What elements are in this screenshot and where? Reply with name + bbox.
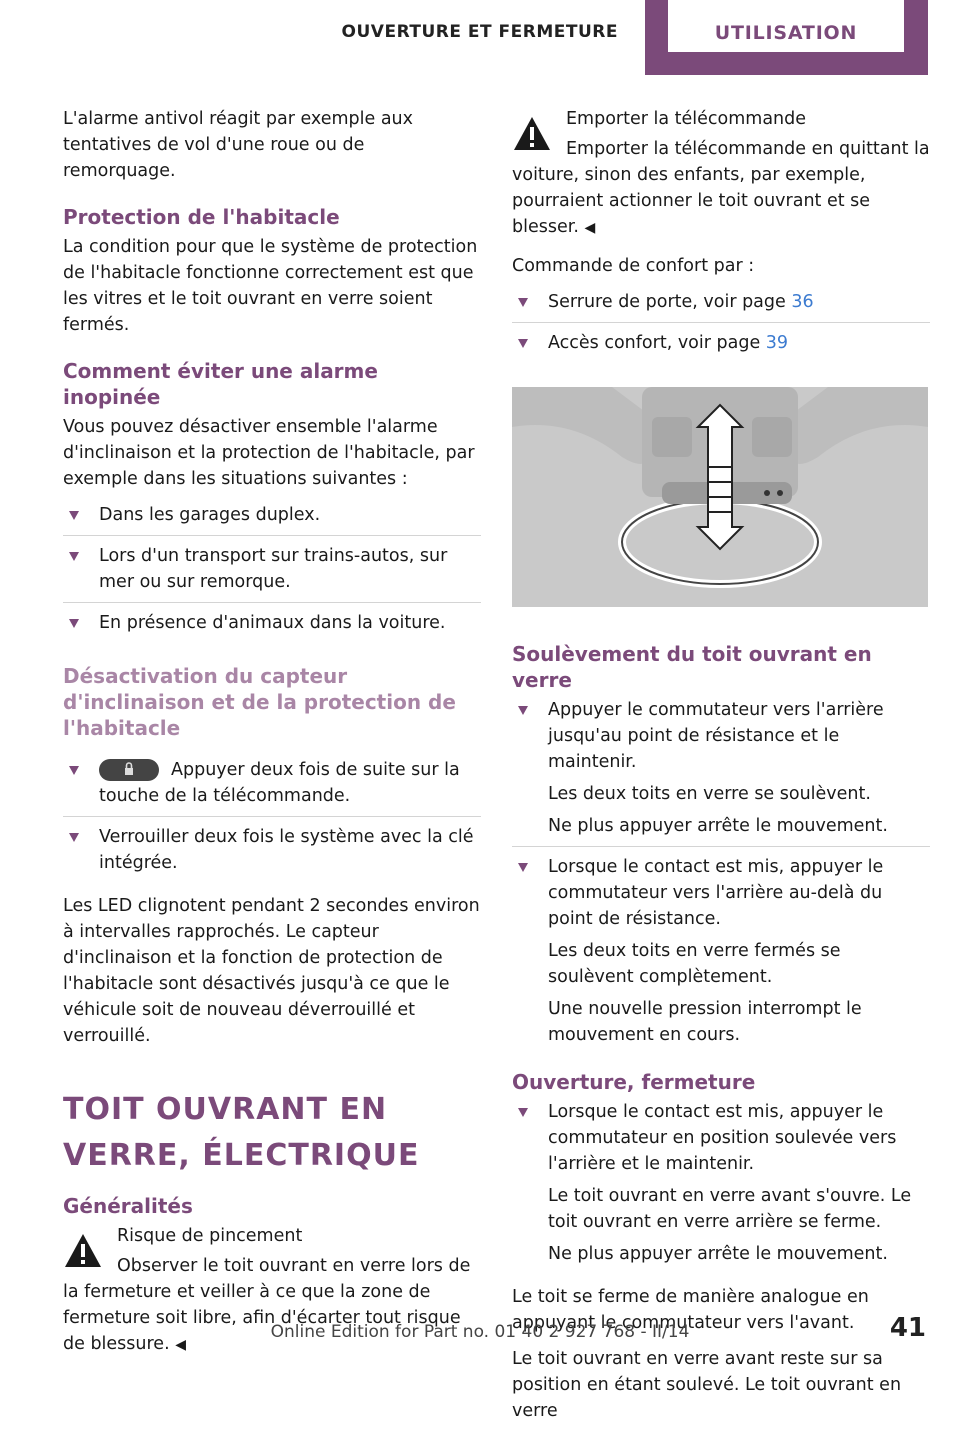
list-item: Lorsque le contact est mis, appuyer le commutateur vers l'arrière au-delà du point de résistance. Les deux toits en verre fermés se soulèvent complètement. Une nouvelle pression interrompt le mouvement en cours. [512, 854, 930, 1055]
bullet-triangle-icon [69, 511, 79, 520]
list-item: Appuyer deux fois de suite sur la touche de la télécommande. [63, 757, 481, 817]
comfort-intro: Commande de confort par : [512, 256, 755, 276]
list-item: Accès confort, voir page 39 [512, 330, 930, 363]
warning-triangle-icon [512, 114, 552, 154]
heading-avoid-alarm: Comment éviter une alarme inopinée [63, 359, 378, 409]
bullet-triangle-icon [518, 706, 528, 715]
remote-lock-key-icon [99, 759, 159, 781]
bullet-triangle-icon [518, 339, 528, 348]
comfort-list [512, 289, 930, 363]
bullet-triangle-icon [518, 298, 528, 307]
intro-paragraph: L'alarme antivol réagit par exemple aux tentatives de vol d'une roue ou de remorquage. [63, 109, 414, 181]
list-item: Verrouiller deux fois le système avec la clé intégrée. [63, 824, 481, 883]
warning-remote-body: Emporter la télécommande en quittant la voiture, sinon des enfants, par exemple, pourraient actionner le toit ouvrant et se blesser. ◀ [512, 139, 930, 237]
page-link-39[interactable]: 39 [765, 333, 789, 353]
end-marker-icon: ◀ [175, 1337, 186, 1353]
close-paragraph: Le toit se ferme de manière analogue en appuyant le commutateur vers l'avant. [512, 1287, 869, 1333]
right-column [512, 106, 930, 1434]
front-roof-paragraph: Le toit ouvrant en verre avant reste sur sa position en étant soulevé. Le toit ouvrant en verre [512, 1349, 902, 1421]
heading-general: Généralités [63, 1194, 193, 1218]
page-number: 41 [889, 1313, 926, 1343]
chapter-tab[interactable]: UTILISATION [714, 22, 858, 44]
section-title: OUVERTURE ET FERMETURE [341, 22, 618, 42]
heading-glass-roof: TOIT OUVRANT EN VERRE, ÉLECTRIQUE [63, 1092, 420, 1173]
heading-interior-protection: Protection de l'habitacle [63, 205, 340, 229]
bullet-triangle-icon [69, 833, 79, 842]
warning-pinch-body: Observer le toit ouvrant en verre lors de la fermeture et veiller à ce que la zone de fermeture soit libre, afin d'écarter tout risque de blessure. ◀ [63, 1256, 471, 1354]
open-list [512, 1099, 930, 1274]
list-item: En présence d'animaux dans la voiture. [63, 610, 481, 643]
list-item: Lorsque le contact est mis, appuyer le commutateur en position soulevée vers l'arrière et le maintenir. Le toit ouvrant en verre avant s'ouvre. Le toit ouvrant en verre arrière se ferme. Ne plus appuyer arrête le mouvement. [512, 1099, 930, 1274]
heading-deactivation: Désactivation du capteur d'inclinaison et de la protection de l'habitacle [63, 664, 456, 740]
bullet-triangle-icon [518, 863, 528, 872]
warning-remote [512, 106, 930, 241]
leds-paragraph: Les LED clignotent pendant 2 secondes environ à intervalles rapprochés. Le capteur d'inclinaison et la fonction de protection de l'habitacle sont désactivés jusqu'à ce que le véhicule soit de nouveau déverrouillé et verrouillé. [63, 896, 480, 1046]
avoid-paragraph: Vous pouvez désactiver ensemble l'alarme d'inclinaison et la protection de l'habitacle, par exemple dans les situations suivantes : [63, 417, 475, 489]
footer-edition: Online Edition for Part no. 01 40 2 927 768 - II/14 [270, 1322, 690, 1342]
list-item: Appuyer le commutateur vers l'arrière jusqu'au point de résistance et le maintenir. Les deux toits en verre se soulèvent. Ne plus appuyer arrête le mouvement. [512, 697, 930, 847]
page-link-36[interactable]: 36 [791, 292, 814, 312]
list-item: Serrure de porte, voir page 36 [512, 289, 930, 323]
heading-raise-roof: Soulèvement du toit ouvrant en verre [512, 642, 872, 692]
raise-list [512, 697, 930, 1055]
warning-remote-title: Emporter la télécommande [566, 109, 807, 129]
roof-switch-illustration [512, 387, 928, 607]
bullet-triangle-icon [69, 766, 79, 775]
bullet-triangle-icon [69, 552, 79, 561]
avoid-list [63, 502, 481, 643]
list-item: Dans les garages duplex. [63, 502, 481, 536]
warning-triangle-icon [63, 1231, 103, 1271]
bullet-triangle-icon [518, 1108, 528, 1117]
heading-open-close: Ouverture, fermeture [512, 1070, 756, 1094]
bullet-triangle-icon [69, 619, 79, 628]
warning-pinch-title: Risque de pincement [117, 1226, 303, 1246]
deactivation-list [63, 757, 481, 883]
list-item: Lors d'un transport sur trains-autos, sur mer ou sur remorque. [63, 543, 481, 603]
left-column [63, 106, 481, 1370]
end-marker-icon: ◀ [584, 220, 596, 236]
interior-paragraph: La condition pour que le système de protection de l'habitacle fonctionne correctement est que les vitres et le toit ouvrant en verre soient fermés. [63, 237, 478, 335]
